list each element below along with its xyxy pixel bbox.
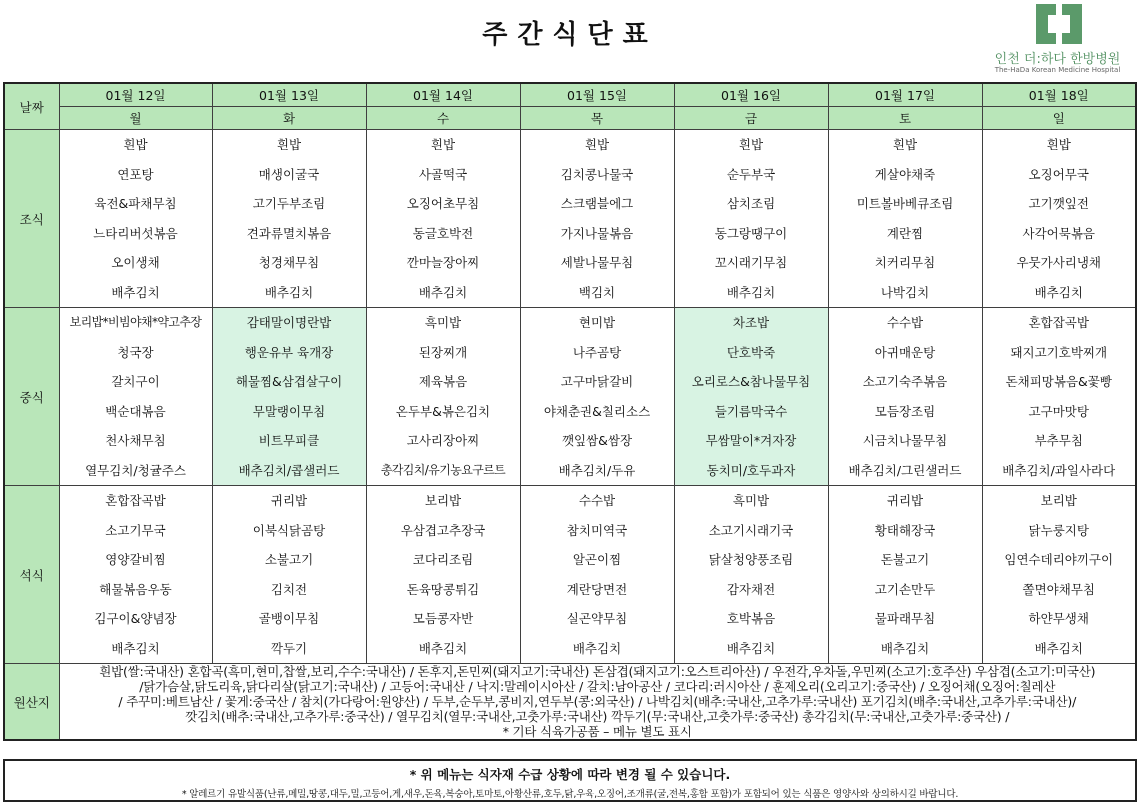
origin-line: 흰밥(쌀:국내산) 혼합곡(흑미,현미,찹쌀,보리,수수:국내산) / 돈후지,돈민찌(돼지고기:국내산) 돈삼겹(돼지고기:오스트리아산) / 우전각,우차돌,우민찌(소고기:호주산) 우삼겹(소고기:미국산): [99, 664, 1096, 679]
menu-cell: [59, 486, 212, 664]
weekday-cell: 월: [59, 107, 212, 130]
date-cell: 01월 16일: [674, 83, 828, 107]
menu-item: 모듬장조림: [874, 403, 936, 419]
menu-item: 삼치조림: [726, 196, 776, 211]
logo-subtitle: The-HaDa Korean Medicine Hospital: [994, 66, 1121, 74]
origin-line: 깟김치(배추:국내산,고추가루:중국산) / 열무김치(열무:국내산,고춧가루:국내산) 깍두기(무:국내산,고춧가루:중국산) 총각김치(무:국내산,고춧가루:중국산) /: [185, 709, 1010, 724]
menu-item: 배추김치: [111, 284, 160, 300]
menu-item: 고구마맛탕: [1028, 403, 1089, 419]
hospital-logo: [980, 4, 1135, 78]
menu-item: 흑미밥: [732, 493, 770, 508]
menu-item: 가지나물볶음: [560, 225, 634, 241]
weekday-cell: 일: [982, 107, 1136, 130]
menu-item: 하얀무생채: [1028, 611, 1089, 626]
menu-item: 소고기무국: [105, 522, 166, 538]
menu-cell: [366, 308, 520, 486]
menu-cell: [212, 308, 366, 486]
menu-item: 돈불고기: [880, 552, 930, 567]
menu-item: 세발나물무침: [560, 255, 634, 270]
menu-item: 우삼겹고추장국: [400, 522, 486, 538]
menu-cell: [59, 308, 212, 486]
menu-item: 비트무피클: [258, 433, 320, 448]
date-cell: 01월 17일: [828, 83, 982, 107]
menu-item: 갈치구이: [111, 374, 160, 389]
menu-item: 영양갈비찜: [105, 552, 166, 567]
origin-line: / 주꾸미:베트남산 / 꽃게:중국산 / 참치(가다랑어:원양산) / 두부,순두부,콩비지,연두부(콩:외국산) / 나박김치(배추:국내산,고추가루:국내산) 포기김치(배추:국내산,고추가루:국내산)/: [118, 694, 1077, 709]
menu-item: 우뭇가사리냉채: [1016, 255, 1102, 270]
menu-cell: [212, 486, 366, 664]
menu-cell: [520, 130, 674, 308]
menu-item: 흰밥: [738, 137, 764, 152]
menu-item: 견과류멸치볶음: [246, 225, 332, 241]
menu-cell: [674, 486, 828, 664]
menu-item: 흰밥: [430, 137, 456, 152]
menu-cell: [674, 308, 828, 486]
menu-item: 야채춘권&칠리소스: [543, 403, 651, 419]
menu-item: 김구이&양념장: [94, 611, 177, 626]
menu-item: 실곤약무침: [566, 611, 628, 626]
menu-item: 호박볶음: [726, 611, 776, 626]
menu-item: 배추김치: [1034, 284, 1083, 300]
menu-item: 배추김치: [111, 640, 160, 656]
menu-item: 꼬시래기무침: [714, 255, 788, 270]
date-header-label: 날짜: [4, 83, 59, 130]
menu-cell: [366, 130, 520, 308]
menu-cell: [828, 486, 982, 664]
menu-item: 해물찜&삼겹살구이: [235, 374, 343, 389]
menu-item: 오징어무국: [1028, 166, 1089, 182]
weekday-cell: 목: [520, 107, 674, 130]
menu-item: 김치콩나물국: [560, 166, 634, 182]
menu-item: 참치미역국: [566, 522, 628, 538]
menu-item: 감태말이명란밥: [246, 315, 332, 330]
menu-cell: [520, 308, 674, 486]
menu-cell: [366, 486, 520, 664]
menu-item: 순두부국: [726, 166, 776, 182]
menu-item: 동치미/호두과자: [706, 462, 796, 478]
menu-item: 들기름막국수: [714, 403, 788, 419]
meal-row-2: [4, 486, 1136, 664]
origin-row: [4, 664, 1136, 741]
menu-item: 배추김치: [726, 284, 776, 300]
menu-item: 김치전: [270, 581, 308, 597]
menu-item: 소고기시래기국: [708, 522, 794, 538]
origin-label: 원산지: [4, 664, 59, 741]
menu-item: 배추김치: [264, 284, 314, 300]
weekday-cell: 금: [674, 107, 828, 130]
menu-item: 사골떡국: [418, 166, 468, 182]
menu-item: 닭살청양풍조림: [708, 552, 794, 567]
logo-mark-icon: [1036, 4, 1082, 44]
menu-item: 돈육땅콩튀김: [406, 581, 480, 597]
menu-item: 수수밥: [886, 315, 924, 330]
menu-item: 배추김치: [880, 640, 930, 656]
menu-item: 돼지고기호박찌개: [1010, 344, 1108, 360]
menu-item: 소불고기: [264, 552, 314, 567]
date-cell: 01월 18일: [982, 83, 1136, 107]
menu-item: 계란찜: [886, 225, 924, 241]
page-title: 주간식단표: [482, 20, 658, 50]
menu-item: 임연수데리야끼구이: [1004, 552, 1114, 567]
meal-row-1: [4, 308, 1136, 486]
menu-item: 코다리조림: [412, 552, 474, 567]
menu-item: 사각어묵볶음: [1022, 225, 1095, 241]
menu-item: 알곤이찜: [572, 552, 622, 567]
menu-item: 황태해장국: [874, 522, 936, 538]
menu-cell: [982, 486, 1136, 664]
weekday-row: [4, 107, 1136, 130]
menu-item: 배추김치: [418, 284, 468, 300]
menu-item: 배추김치: [1034, 640, 1083, 656]
menu-item: 흰밥: [123, 137, 148, 152]
menu-item: 혼합잡곡밥: [105, 493, 166, 508]
menu-item: 현미밥: [578, 315, 616, 330]
menu-item: 육전&파채무침: [94, 196, 177, 211]
menu-item: 보리밥*비빔야채*약고추장: [69, 315, 202, 329]
weekly-menu-table: [3, 82, 1137, 741]
menu-item: 백김치: [578, 284, 616, 300]
date-row: [4, 83, 1136, 107]
menu-item: 귀리밥: [270, 493, 308, 508]
menu-item: 쫄면야채무침: [1022, 581, 1095, 597]
menu-item: 흰밥: [1046, 137, 1071, 152]
menu-item: 스크램블에그: [560, 196, 634, 211]
menu-item: 온두부&볶은김치: [395, 403, 491, 419]
menu-item: 배추김치/콥샐러드: [238, 462, 340, 478]
menu-item: 제육볶음: [418, 374, 468, 389]
date-cell: 01월 12일: [59, 83, 212, 107]
menu-item: 행운유부 육개장: [244, 344, 334, 360]
menu-item: 매생이굴국: [258, 166, 320, 182]
date-cell: 01월 13일: [212, 83, 366, 107]
menu-item: 수수밥: [578, 493, 616, 508]
menu-item: 흰밥: [892, 137, 918, 152]
menu-item: 고사리장아찌: [406, 433, 480, 448]
origin-line: /닭가슴살,닭도리육,닭다리살(닭고기:국내산) / 고등어:국내산 / 낙지:말레이시아산 / 갈치:남아공산 / 코다리:러시아산 / 훈제오리(오리고기:중국산) / 오징어채(오징어:칠레산: [139, 679, 1056, 694]
origin-line: * 기타 식육가공품 – 메뉴 별도 표시: [502, 724, 692, 739]
menu-item: 백순대볶음: [105, 403, 166, 419]
menu-item: 고기깻잎전: [1028, 196, 1089, 211]
menu-item: 단호박죽: [726, 344, 776, 360]
menu-item: 동그랑땡구이: [714, 225, 788, 241]
menu-item: 총각김치/유기농요구르트: [380, 462, 506, 477]
notice-main: * 위 메뉴는 식자재 수급 상황에 따라 변경 될 수 있습니다.: [409, 767, 731, 782]
menu-item: 흰밥: [584, 137, 610, 152]
menu-item: 천사채무침: [105, 433, 166, 448]
menu-item: 흑미밥: [424, 315, 462, 330]
menu-item: 계란당면전: [566, 581, 628, 597]
menu-item: 배추김치: [726, 640, 776, 656]
menu-cell: [674, 130, 828, 308]
menu-item: 배추김치: [418, 640, 468, 656]
menu-item: 해물볶음우동: [99, 581, 172, 597]
menu-item: 보리밥: [424, 493, 462, 508]
weekday-cell: 화: [212, 107, 366, 130]
menu-cell: [982, 130, 1136, 308]
menu-cell: [828, 130, 982, 308]
meal-label: 중식: [4, 308, 59, 486]
menu-item: 물파래무침: [874, 611, 936, 626]
menu-item: 동글호박전: [412, 225, 474, 241]
menu-item: 배추김치: [572, 640, 622, 656]
meal-label: 석식: [4, 486, 59, 664]
menu-item: 이북식닭곰탕: [252, 522, 326, 538]
menu-cell: [520, 486, 674, 664]
menu-cell: [828, 308, 982, 486]
menu-item: 부추무침: [1034, 433, 1083, 448]
menu-item: 연포탕: [117, 166, 154, 182]
menu-item: 미트볼바베큐조림: [856, 196, 954, 211]
menu-item: 고구마닭갈비: [560, 374, 634, 389]
date-cell: 01월 14일: [366, 83, 520, 107]
menu-item: 나주곰탕: [572, 344, 622, 360]
allergy-notice: * 알레르기 유발식품(난류,메밀,땅콩,대두,밀,고등어,게,새우,돈육,복숭아,토마토,아황산류,호두,닭,우육,오징어,조개류(굴,전복,홍합 포함)가 포함되어 있는 식품은 영양사와 상의하시길 바랍니다.: [181, 789, 959, 800]
menu-item: 무말랭이무침: [252, 403, 326, 419]
menu-item: 고기손만두: [874, 581, 936, 597]
notice-box: [3, 759, 1137, 802]
menu-item: 청경채무침: [258, 255, 320, 270]
weekday-cell: 토: [828, 107, 982, 130]
menu-item: 모듬콩자반: [412, 611, 474, 626]
menu-item: 돈채피망볶음&꽃빵: [1005, 374, 1112, 389]
menu-item: 아귀매운탕: [874, 344, 936, 360]
menu-item: 오이생채: [111, 255, 160, 270]
menu-item: 감자채전: [726, 581, 776, 597]
menu-item: 나박김치: [880, 284, 930, 300]
menu-item: 된장찌개: [418, 344, 468, 360]
menu-item: 깍두기: [270, 640, 308, 656]
menu-item: 흰밥: [276, 137, 302, 152]
menu-item: 청국장: [117, 344, 154, 360]
menu-cell: [212, 130, 366, 308]
menu-item: 느타리버섯볶음: [93, 225, 178, 241]
origin-text: [59, 664, 1136, 741]
menu-item: 배추김치/두유: [558, 462, 636, 478]
menu-item: 귀리밥: [886, 493, 924, 508]
menu-item: 골뱅이무침: [258, 611, 320, 626]
menu-item: 깐마늘장아찌: [406, 255, 480, 270]
menu-item: 치커리무침: [874, 255, 936, 270]
menu-item: 무쌈말이*겨자장: [705, 433, 797, 448]
menu-item: 소고기숙주볶음: [862, 374, 948, 389]
menu-item: 게살야채죽: [874, 166, 936, 182]
menu-item: 열무김치/청귤주스: [85, 462, 186, 478]
menu-item: 오리로스&참나물무침: [691, 374, 811, 389]
menu-item: 배추김치/그린샐러드: [848, 462, 962, 478]
menu-item: 시금치나물무침: [862, 433, 948, 448]
date-cell: 01월 15일: [520, 83, 674, 107]
menu-item: 배추김치/과일사라다: [1002, 462, 1116, 478]
menu-cell: [59, 130, 212, 308]
menu-item: 고기두부조림: [252, 196, 326, 211]
menu-item: 혼합잡곡밥: [1028, 315, 1089, 330]
menu-item: 보리밥: [1040, 493, 1077, 508]
meal-label: 조식: [4, 130, 59, 308]
menu-item: 오징어초무침: [406, 196, 480, 211]
menu-item: 깻잎쌈&쌈장: [561, 433, 633, 448]
logo-name: 인천 더:하다 한방병원: [994, 52, 1121, 67]
meal-row-0: [4, 130, 1136, 308]
menu-item: 차조밥: [732, 315, 770, 330]
menu-cell: [982, 308, 1136, 486]
weekday-cell: 수: [366, 107, 520, 130]
menu-item: 닭누룽지탕: [1028, 522, 1089, 538]
